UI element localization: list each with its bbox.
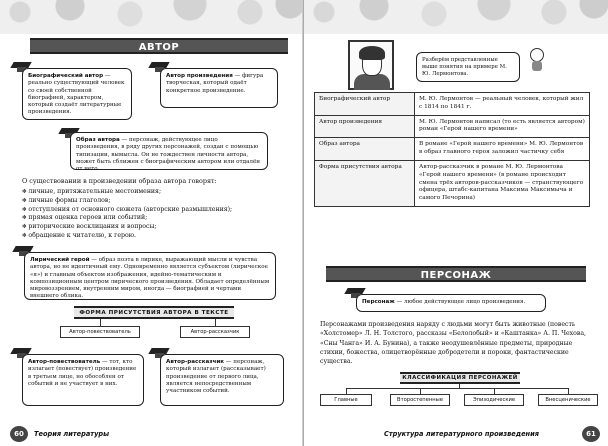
lyric-hero-term: Лирический герой — [30, 257, 90, 263]
boy-mascot-icon — [526, 46, 548, 72]
lermontov-portrait-icon — [348, 40, 394, 90]
node-storyteller: Автор-рассказчик — [180, 326, 250, 338]
list-item: ✻ обращение к читателю, к герою. — [22, 232, 292, 241]
lermontov-table — [314, 92, 590, 207]
cloud-header-decoration — [0, 0, 304, 34]
image-author-text: — персонаж, действующее лицо произведения, в ряду других персонажей, создан с помощью типизации, вымысла. Он не тождествен личности автора, может быть сближен с биографическим автором или отдалён от него. — [76, 137, 260, 173]
list-item: ✻ отступления от основного сюжета (авторские размышления); — [22, 206, 292, 215]
table-value: В романе «Герой нашего времени» М. Ю. Лермонтов в образ главного героя заложил частичку себя — [415, 138, 590, 161]
class-node-main: Главные — [320, 394, 372, 406]
cloud-header-decoration — [304, 0, 608, 34]
table-row — [315, 115, 590, 138]
image-author-definition — [70, 132, 268, 173]
list-item: ✻ риторические восклицания и вопросы; — [22, 223, 292, 232]
character-text: — любое действующее лицо произведения. — [394, 299, 526, 305]
bio-author-term: Биографический автор — [28, 73, 104, 79]
work-author-definition — [160, 68, 278, 108]
character-paragraph: Персонажами произведения наряду с людьми могут быть животные (повесть «Холстомер» Л. Н. Толстого, рассказы «Белолобый» и «Каштанка» А. П. Чехова, «Сны Чанга» И. А. Бунина), а также неодушевлённые предметы, природные стихии, божества, олицетворённые добродетели и пороки, фантастические существа. — [320, 321, 587, 366]
table-value: Автор-рассказчик в романе М. Ю. Лермонтова «Герой нашего времени» (в романе происходит смена трёх авторов-рассказчиков — странствующего офицера, штабс-капитана Максима Максимыча и самого Печорина) — [415, 160, 590, 206]
class-node-episodic: Эпизодические — [464, 394, 524, 406]
author-presence-intro: О существовании в произведении образа автора говорят: — [22, 177, 217, 185]
narrator-definition — [22, 354, 144, 406]
lyric-hero-text: — образ поэта в лирике, выражающий мысли и чувства автора, но не идентичный ему. Одновременно является субъектом (лирическое «я») и главным объектом изображения, идейно-тематическим и композиционным центром лирического произведения. Обладает определённым мировоззрением, внутренним миром, иногда — биографией и чертами внешнего облика. — [30, 257, 270, 300]
storyteller-term: Автор-рассказчик — [166, 359, 225, 365]
page-number: 60 — [10, 426, 28, 442]
classification-title: КЛАССИФИКАЦИЯ ПЕРСОНАЖЕЙ — [400, 372, 520, 384]
table-row — [315, 93, 590, 116]
storyteller-definition — [160, 354, 284, 406]
lyric-hero-definition — [24, 252, 276, 300]
footer-title: Структура литературного произведения — [384, 430, 539, 438]
page-number: 61 — [582, 426, 600, 442]
bio-author-definition — [22, 68, 132, 120]
node-narrator: Автор-повествователь — [60, 326, 140, 338]
work-author-text: — фигура творческая, который одаёт конкретное произведение. — [166, 73, 264, 94]
bio-author-text: — реально существующий человек со своей собственной биографией, характером, который создаёт литературные произведения. — [28, 73, 125, 116]
analyze-note: Разберём представленные выше понятия на примере М. Ю. Лермонтова. — [416, 52, 520, 82]
table-key: Форма присутствия автора — [315, 160, 415, 206]
table-key: Биографический автор — [315, 93, 415, 116]
section-title-character: ПЕРСОНАЖ — [326, 266, 586, 282]
narrator-term: Автор-повествователь — [28, 359, 101, 365]
list-item: ✻ личные формы глаголов; — [22, 197, 292, 206]
narrator-text: — тот, кто излагает (повествует) произведение в третьем лице, но обособлен от событий и не участвует в них. — [28, 359, 137, 387]
section-title-author: АВТОР — [30, 38, 288, 54]
list-item: ✻ прямая оценка героев или событий; — [22, 214, 292, 223]
table-key: Образ автора — [315, 138, 415, 161]
list-item: ✻ личные, притяжательные местоимения; — [22, 188, 292, 197]
right-page — [304, 0, 608, 446]
table-value: М. Ю. Лермонтов написал (то есть является автором) роман «Герой нашего времени» — [415, 115, 590, 138]
storyteller-text: — персонаж, который излагает (рассказывает) произведение от первого лица, является непосредственным участником событий. — [166, 359, 266, 395]
form-presence-title: ФОРМА ПРИСУТСТВИЯ АВТОРА В ТЕКСТЕ — [74, 306, 234, 319]
work-author-term: Автор произведения — [166, 73, 233, 79]
footer-title: Теория литературы — [34, 430, 110, 438]
class-node-secondary: Второстепенные — [390, 394, 450, 406]
character-definition — [356, 294, 546, 312]
image-author-term: Образ автора — [76, 137, 120, 143]
table-row — [315, 138, 590, 161]
table-value: М. Ю. Лермонтов — реальный человек, который жил с 1814 по 1841 г. — [415, 93, 590, 116]
table-row — [315, 160, 590, 206]
character-term: Персонаж — [362, 299, 395, 305]
author-presence-list — [22, 188, 292, 241]
class-node-offstage: Внесценические — [538, 394, 598, 406]
table-key: Автор произведения — [315, 115, 415, 138]
